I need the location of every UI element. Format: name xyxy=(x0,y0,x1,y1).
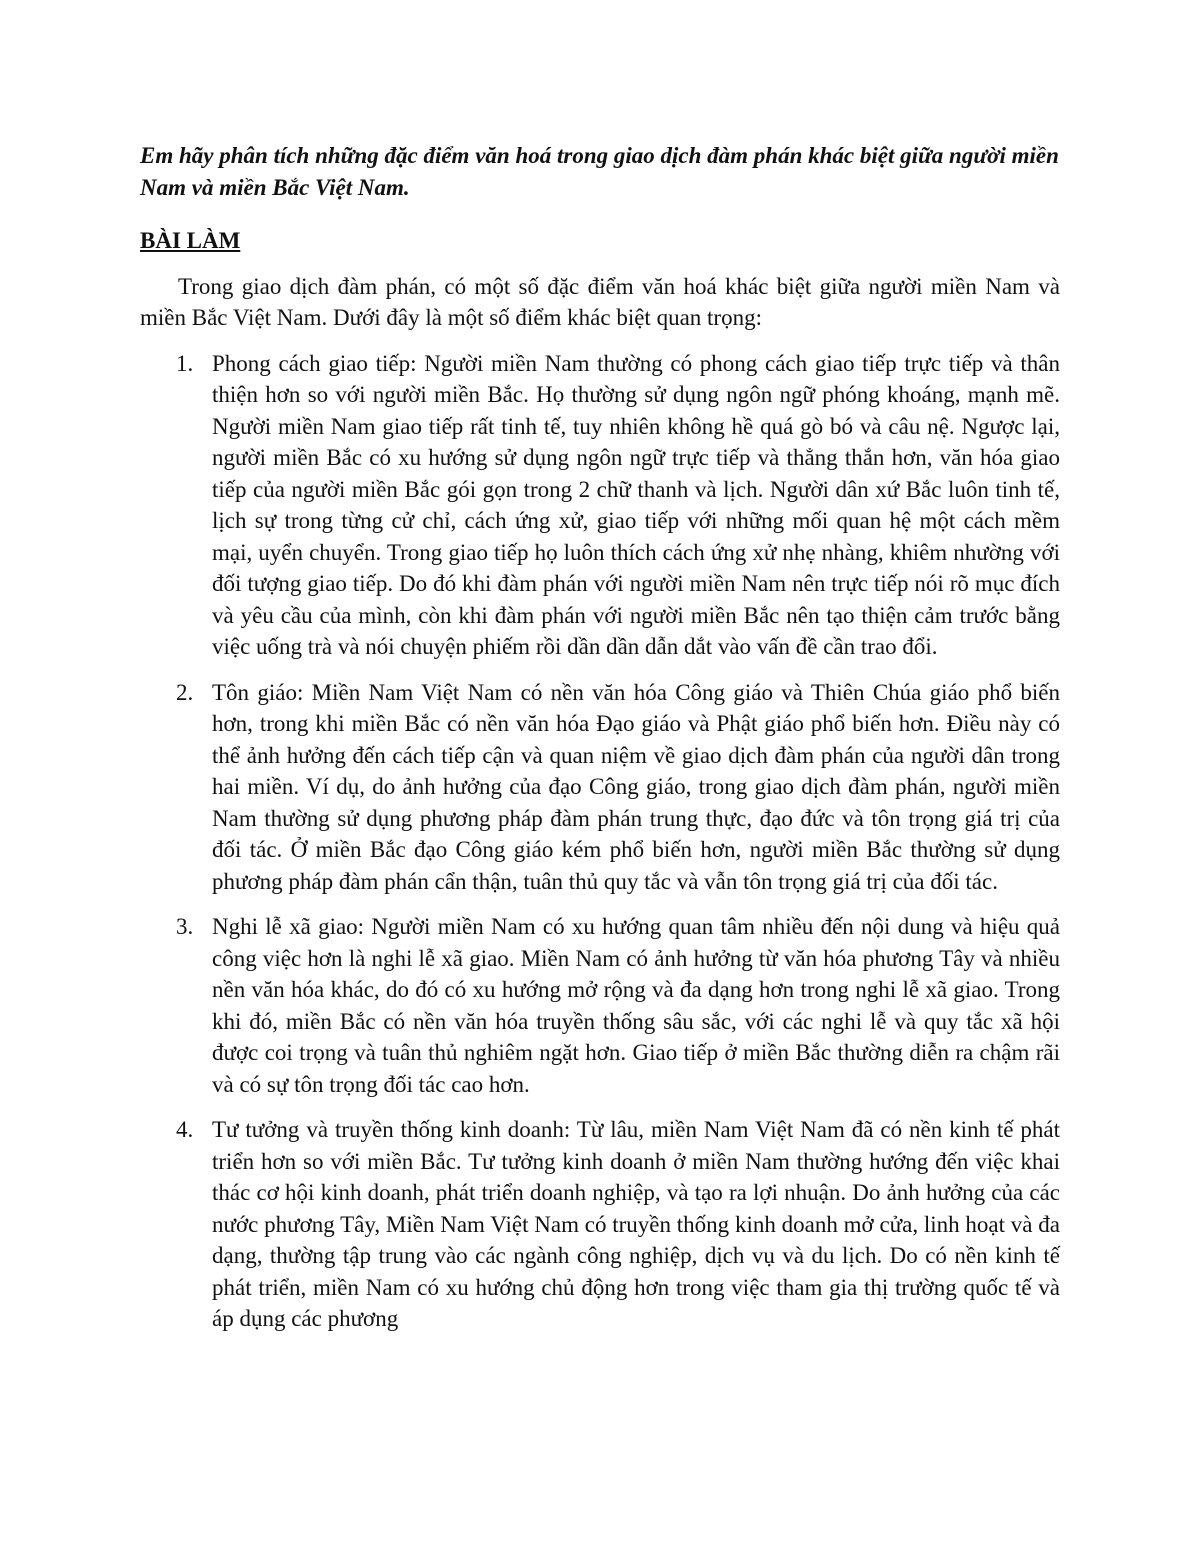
list-item-number: 2. xyxy=(176,679,194,705)
list-item-number: 3. xyxy=(176,914,194,939)
question-title: Em hãy phân tích những đặc điểm văn hoá trong giao dịch đàm phán khác biệt giữa người miền Nam và miền Bắc Việt Nam. xyxy=(140,143,1059,200)
list-item xyxy=(140,348,1060,663)
points-list xyxy=(140,348,1060,1335)
list-item-text: Tư tưởng và truyền thống kinh doanh: Từ lâu, miền Nam Việt Nam đã có nền kinh tế phát triển hơn so với miền Bắc. Tư tưởng kinh doanh ở miền Nam thường hướng đến việc khai thác cơ hội kinh doanh, phát triển doanh nghiệp, và tạo ra lợi nhuận. Do ảnh hưởng của các nước phương Tây, Miền Nam Việt Nam có truyền thống kinh doanh mở cửa, linh hoạt và đa dạng, thường tập trung vào các ngành công nghiệp, dịch vụ và du lịch. Do có nền kinh tế phát triển, miền Nam có xu hướng chủ động hơn trong việc tham gia thị trường quốc tế và áp dụng các phương xyxy=(212,1117,1060,1331)
list-item-number: 4. xyxy=(176,1117,194,1142)
answer-heading: BÀI LÀM xyxy=(140,228,241,253)
intro-paragraph: Trong giao dịch đàm phán, có một số đặc điểm văn hoá khác biệt giữa người miền Nam và miền Bắc Việt Nam. Dưới đây là một số điểm khác biệt quan trọng: xyxy=(140,273,1060,330)
list-item xyxy=(140,1114,1060,1335)
document-page xyxy=(140,140,1060,1349)
list-item xyxy=(140,677,1060,898)
list-item xyxy=(140,911,1060,1100)
list-item-text: Phong cách giao tiếp: Người miền Nam thường có phong cách giao tiếp trực tiếp và thân thiện hơn so với người miền Bắc. Họ thường sử dụng ngôn ngữ phóng khoáng, mạnh mẽ. Người miền Nam giao tiếp rất tinh tế, tuy nhiên không hề quá gò bó và câu nệ. Ngược lại, người miền Bắc có xu hướng sử dụng ngôn ngữ trực tiếp và thẳng thắn hơn, văn hóa giao tiếp của người miền Bắc gói gọn trong 2 chữ thanh và lịch. Người dân xứ Bắc luôn tinh tế, lịch sự trong từng cử chỉ, cách ứng xử, giao tiếp với những mối quan hệ một cách mềm mại, uyển chuyển. Trong giao tiếp họ luôn thích cách ứng xử nhẹ nhàng, khiêm nhường với đối tượng giao tiếp. Do đó khi đàm phán với người miền Nam nên trực tiếp nói rõ mục đích và yêu cầu của mình, còn khi đàm phán với người miền Bắc nên tạo thiện cảm trước bằng việc uống trà và nói chuyện phiếm rồi dần dần dẫn dắt vào vấn đề cần trao đổi. xyxy=(212,350,1060,659)
list-item-number: 1. xyxy=(176,350,194,376)
list-item-text: Nghi lễ xã giao: Người miền Nam có xu hướng quan tâm nhiều đến nội dung và hiệu quả công việc hơn là nghi lễ xã giao. Miền Nam có ảnh hưởng từ văn hóa phương Tây và nhiều nền văn hóa khác, do đó có xu hướng mở rộng và đa dạng hơn trong nghi lễ xã giao. Trong khi đó, miền Bắc có nền văn hóa truyền thống sâu sắc, với các nghi lễ và quy tắc xã hội được coi trọng và tuân thủ nghiêm ngặt hơn. Giao tiếp ở miền Bắc thường diễn ra chậm rãi và có sự tôn trọng đối tác cao hơn. xyxy=(212,914,1060,1097)
list-item-text: Tôn giáo: Miền Nam Việt Nam có nền văn hóa Công giáo và Thiên Chúa giáo phổ biến hơn, trong khi miền Bắc có nền văn hóa Đạo giáo và Phật giáo phổ biến hơn. Điều này có thể ảnh hưởng đến cách tiếp cận và quan niệm về giao dịch đàm phán của người dân trong hai miền. Ví dụ, do ảnh hưởng của đạo Công giáo, trong giao dịch đàm phán, người miền Nam thường sử dụng phương pháp đàm phán trung thực, đạo đức và tôn trọng giá trị của đối tác. Ở miền Bắc đạo Công giáo kém phổ biến hơn, người miền Bắc thường sử dụng phương pháp đàm phán cẩn thận, tuân thủ quy tắc và vẫn tôn trọng giá trị của đối tác. xyxy=(212,679,1060,894)
